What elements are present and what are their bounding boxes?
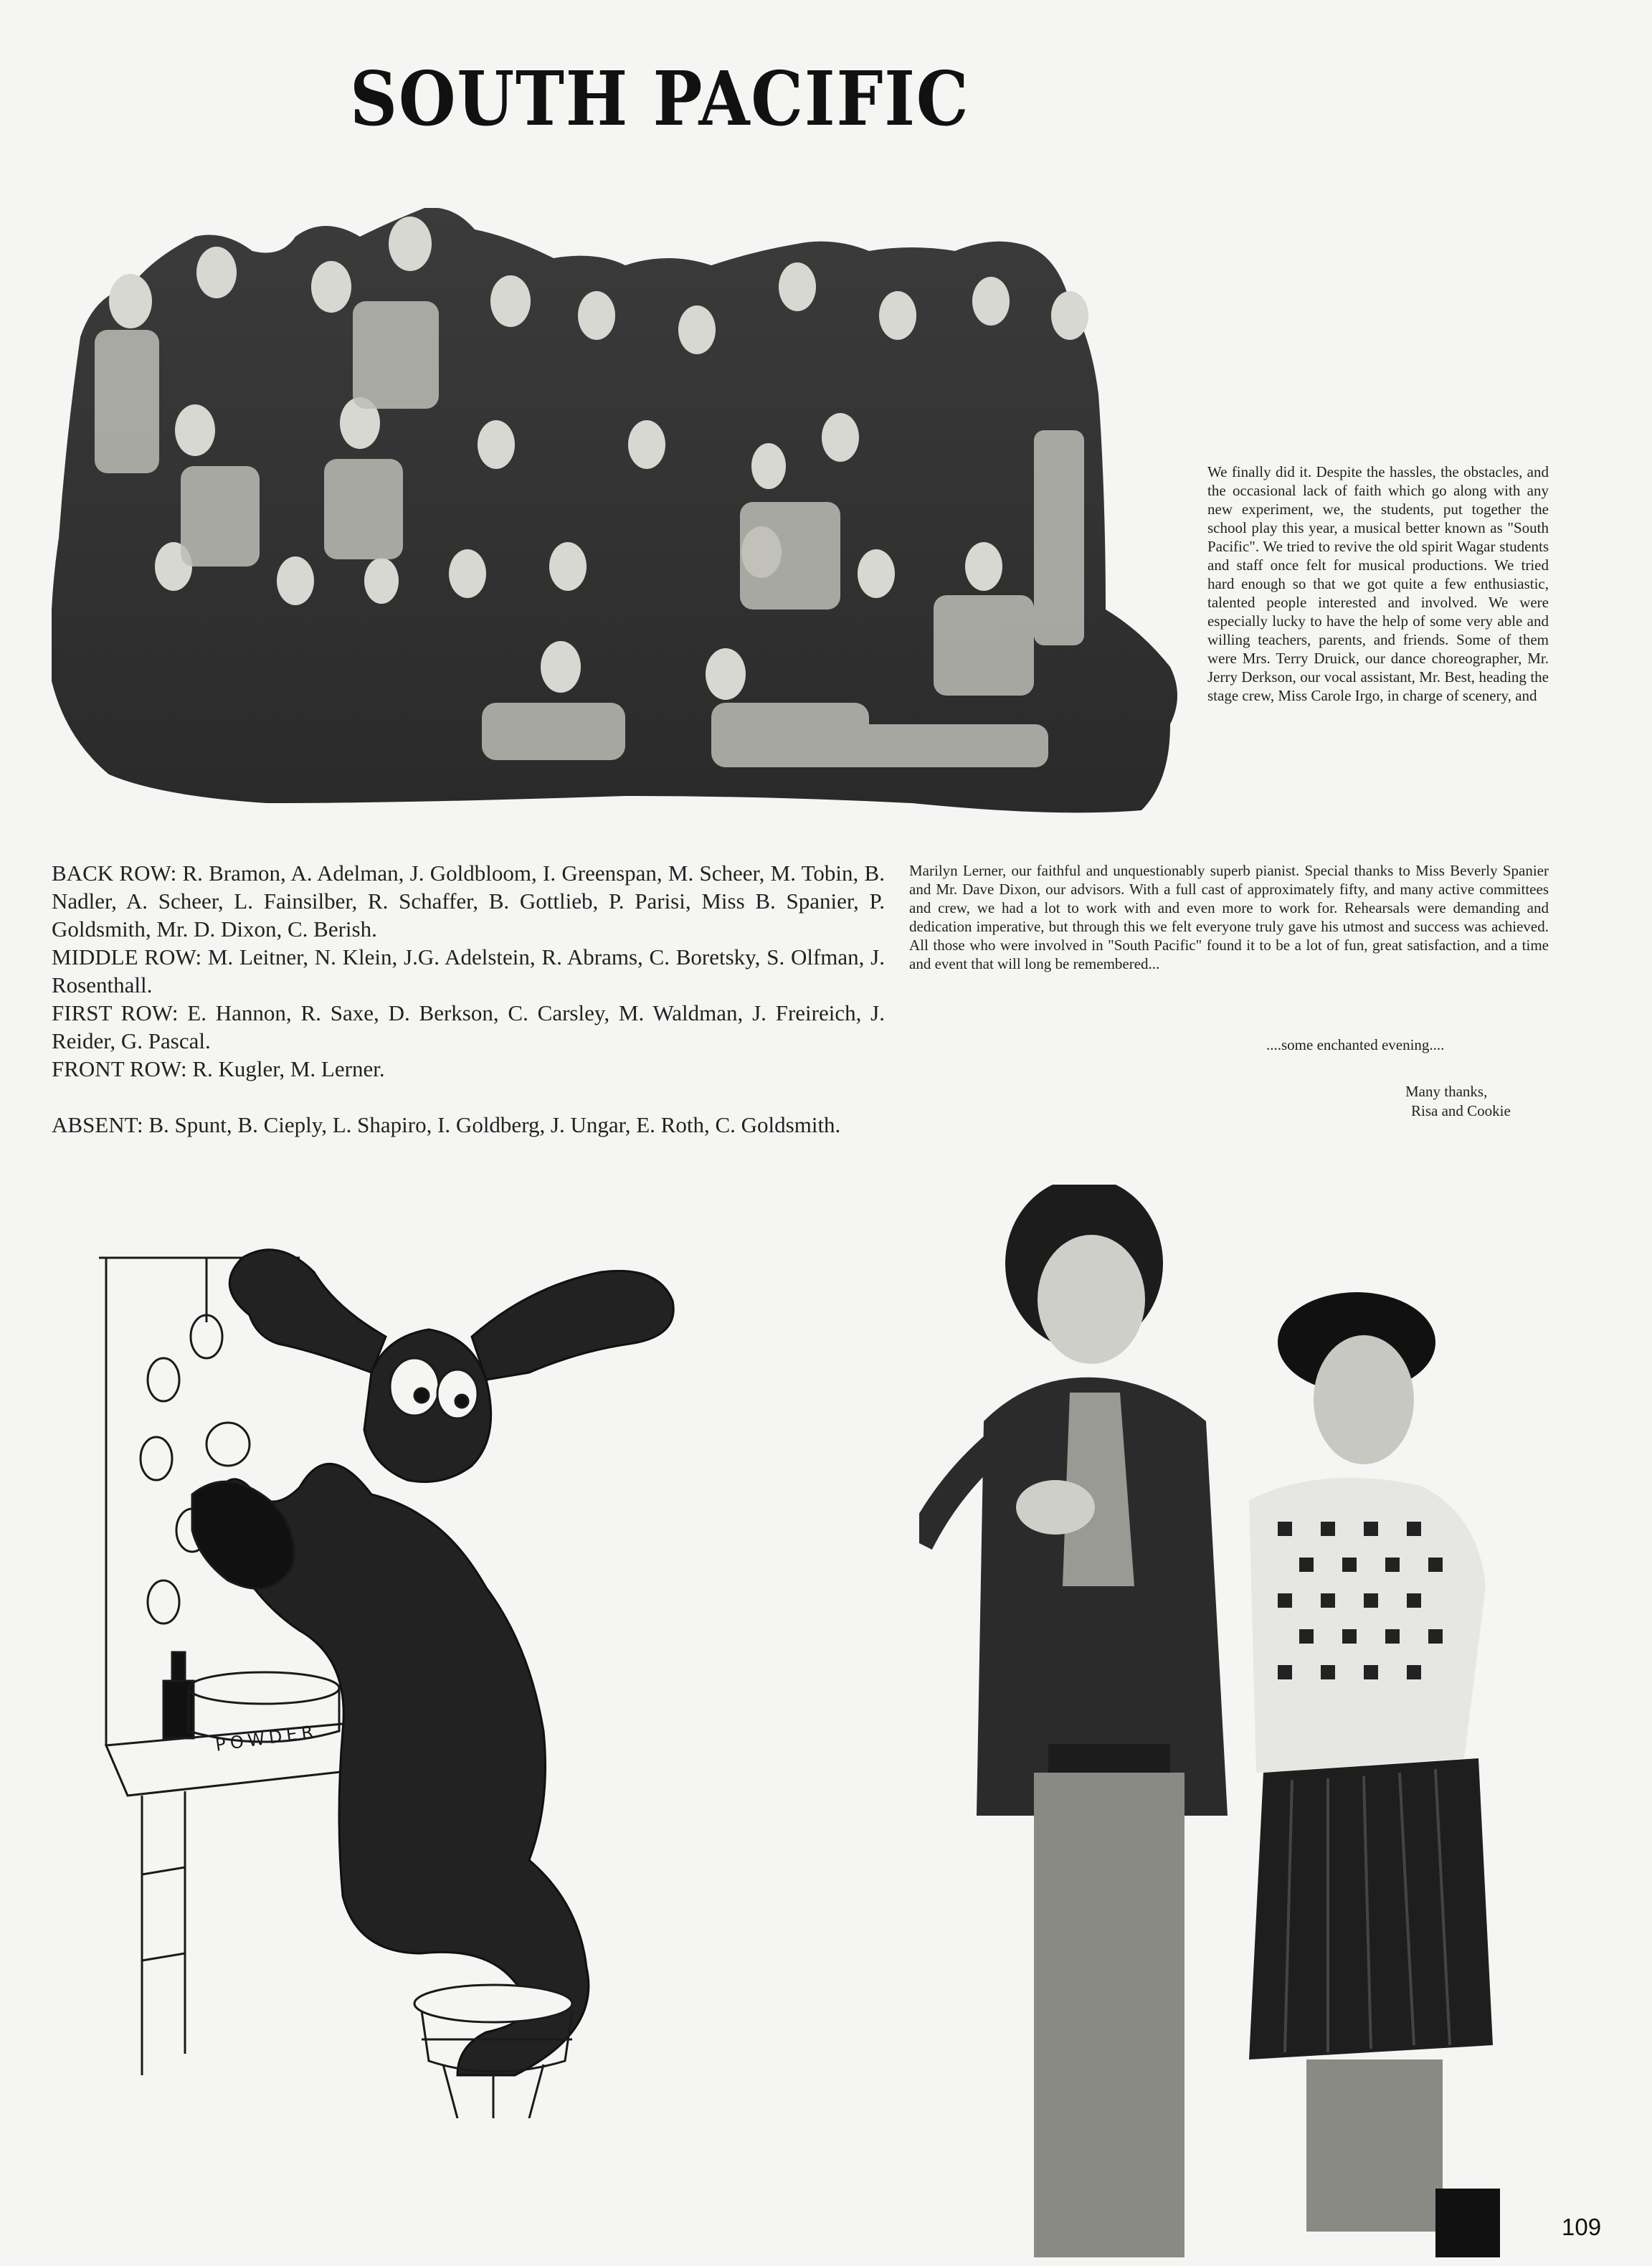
caption-first-row: FIRST ROW: E. Hannon, R. Saxe, D. Berkson, C. Carsley, M. Waldman, J. Freireich, J. Reider, G. Pascal. bbox=[52, 1000, 885, 1053]
page-title: SOUTH PACIFIC bbox=[350, 54, 970, 143]
stage-performance-photo bbox=[919, 1185, 1579, 2257]
page-number: 109 bbox=[1562, 2214, 1602, 2240]
caption-front-row: FRONT ROW: R. Kugler, M. Lerner. bbox=[52, 1056, 385, 1081]
moose-cartoon-illustration bbox=[85, 1229, 845, 2118]
caption-back-row: BACK ROW: R. Bramon, A. Adelman, J. Goldbloom, I. Greenspan, M. Scheer, M. Tobin, B. Nadler, A. Scheer, L. Fainsilber, R. Schaffer, B. Gottlieb, P. Parisi, Miss B. Spanier, P. Goldsmith, Mr. D. Dixon, C. Berish. bbox=[52, 861, 885, 942]
signoff-names: Risa and Cookie bbox=[1411, 1102, 1511, 1119]
story-paragraph-bottom: Marilyn Lerner, our faithful and unquestionably superb pianist. Special thanks to Miss Beverly Spanier and Mr. Dave Dixon, our advisors. With a full cast of approximately fifty, and many active committees and crew, we had a lot to work with and even more to work for. Rehearsals were demanding and dedication imperative, but through this we felt everyone truly gave his utmost and success was achieved. All those who were involved in "South Pacific" found it to be a lot of fun, great satisfaction, and a time and event that will long be remembered... bbox=[909, 862, 1549, 972]
powder-jar-label: POWDER bbox=[214, 1721, 319, 1755]
signoff-thanks: Many thanks, bbox=[1405, 1083, 1488, 1100]
photo-caption bbox=[52, 859, 885, 1139]
caption-middle-row: MIDDLE ROW: M. Leitner, N. Klein, J.G. Adelstein, R. Abrams, C. Boretsky, S. Olfman, J. Rosenthall. bbox=[52, 944, 885, 997]
caption-absent: ABSENT: B. Spunt, B. Cieply, L. Shapiro, I. Goldberg, J. Ungar, E. Roth, C. Goldsmith. bbox=[52, 1112, 841, 1137]
story-tagline: ....some enchanted evening.... bbox=[1266, 1036, 1445, 1053]
cast-group-photo bbox=[52, 208, 1195, 832]
story-paragraph-top: We finally did it. Despite the hassles, the obstacles, and the occasional lack of faith which go along with any new experiment, we, the students, put together the school play this year, a musical better known as "South Pacific". We tried to revive the old spirit Wagar students and staff once felt for musical productions. We tried hard enough so that we got quite a few enthusiastic, talented people interested and involved. We were especially lucky to have the help of some very able and willing teachers, parents, and friends. Some of them were Mrs. Terry Druick, our dance choreographer, Mr. Jerry Derkson, our vocal assistant, Mr. Best, heading the stage crew, Miss Carole Irgo, in charge of scenery, and bbox=[1207, 463, 1549, 704]
